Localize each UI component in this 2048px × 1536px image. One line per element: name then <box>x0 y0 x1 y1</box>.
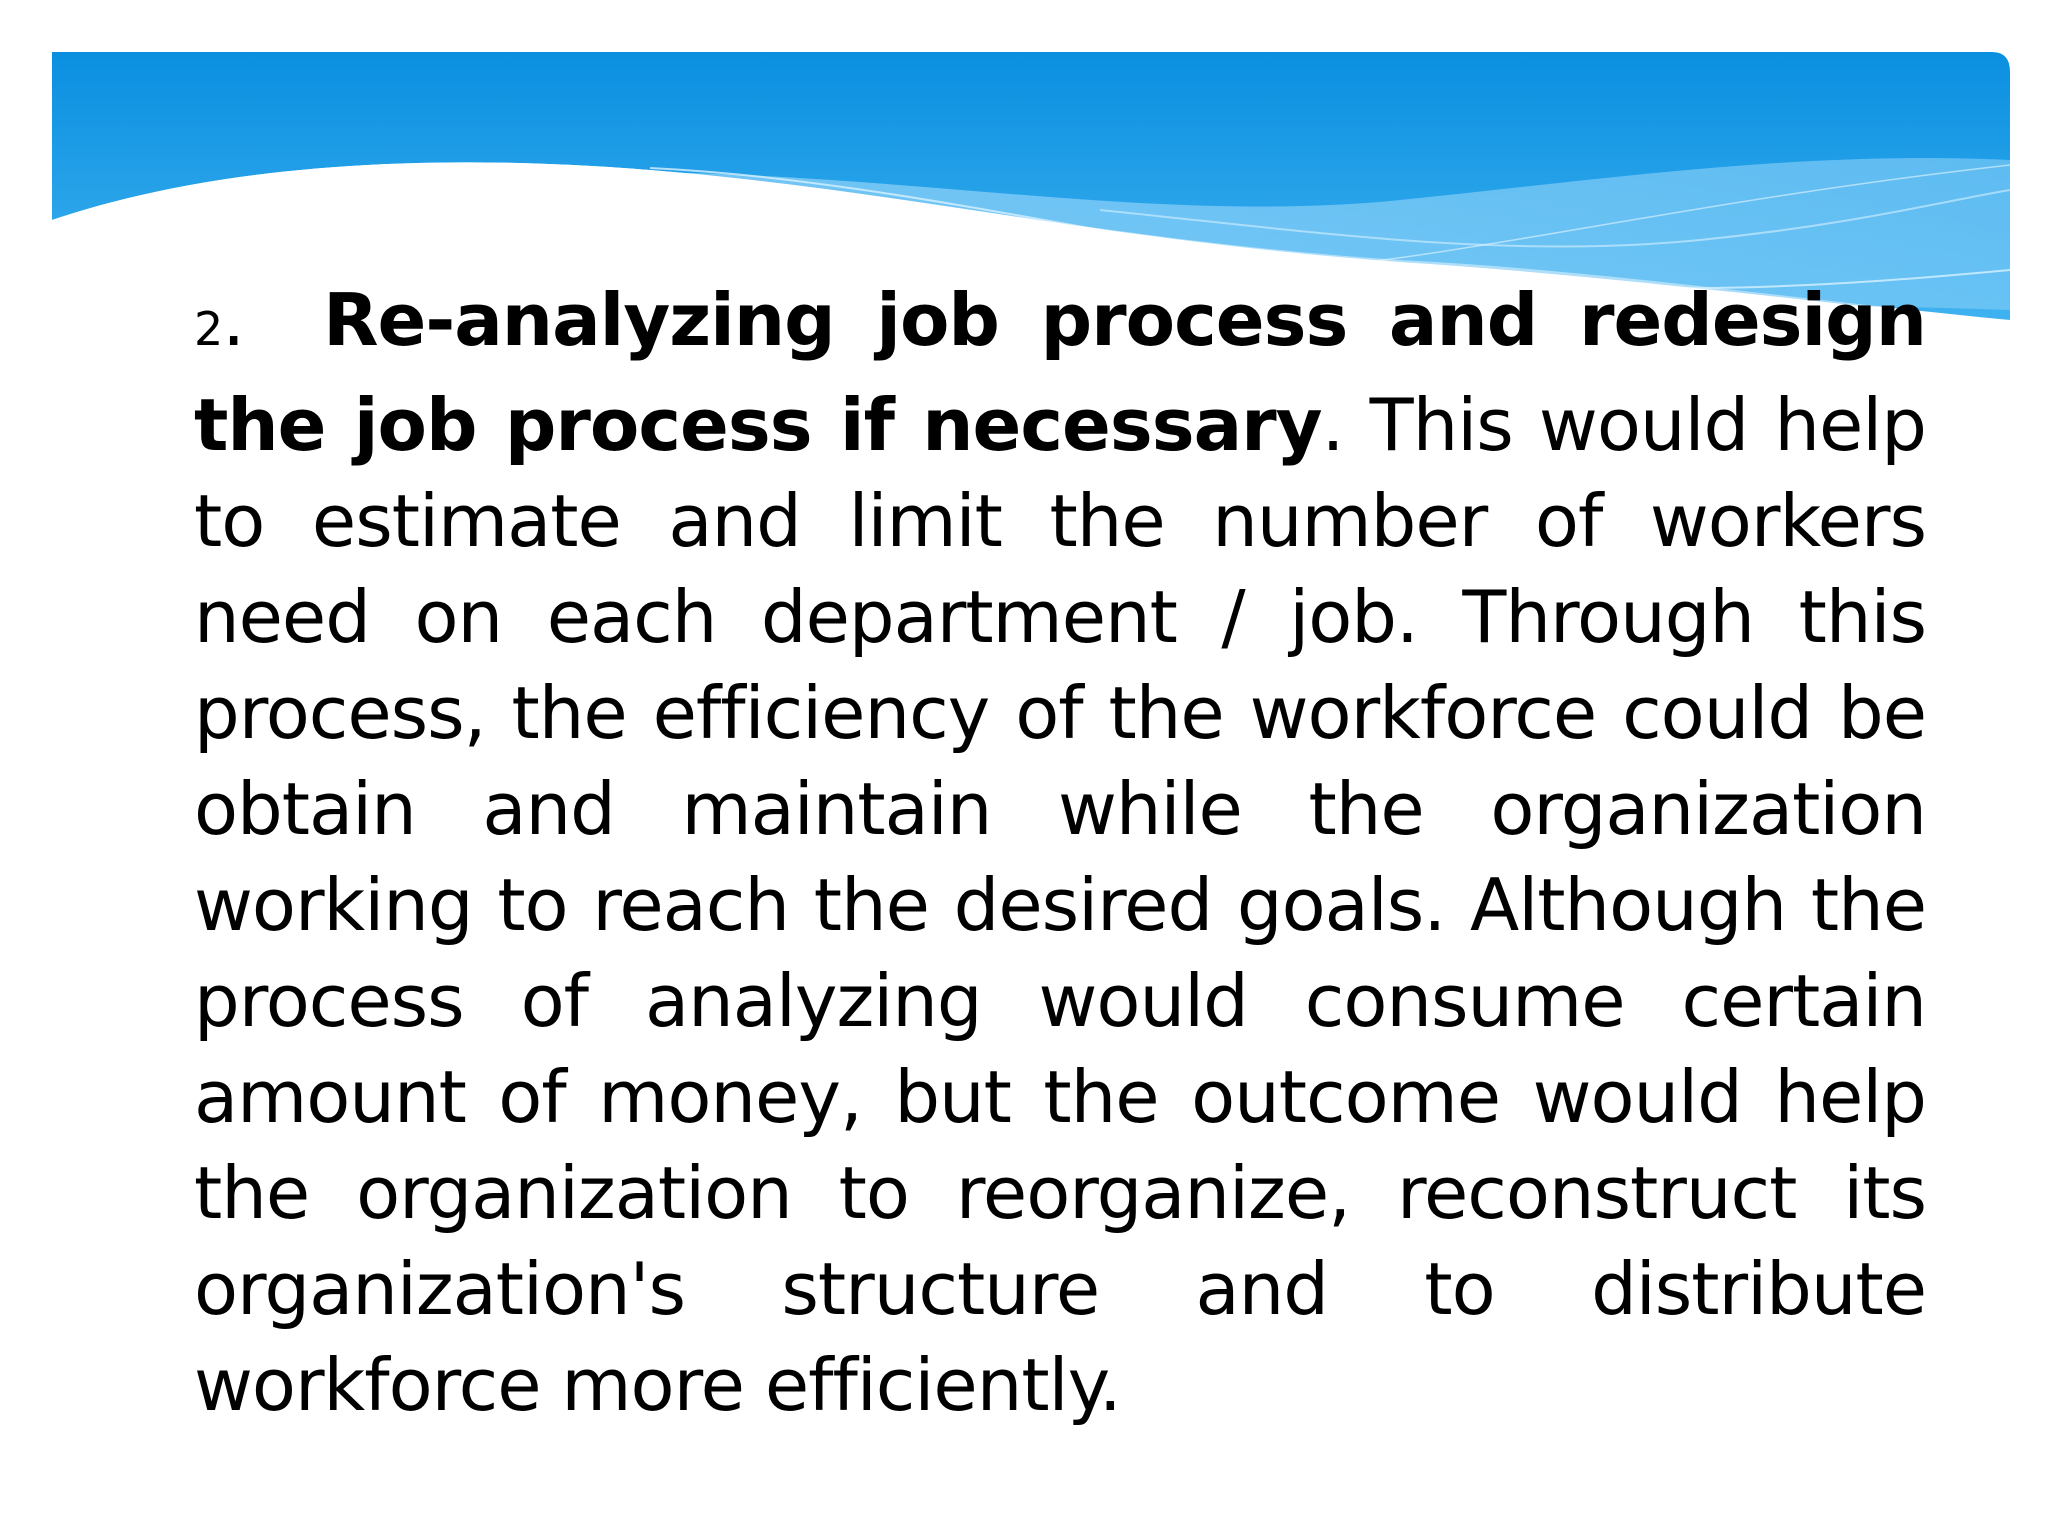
bold-heading: Re-analyzing job process and redesign the job process if necessary <box>194 278 1926 467</box>
list-number: 2 <box>194 302 223 356</box>
list-number-separator: . <box>222 278 245 362</box>
body-paragraph <box>194 272 1926 1433</box>
paragraph-body: . This would help to estimate and limit the number of workers need on each department / job. Through this process, the efficiency of the workforce could be obtain and maintain while the organization working to reach the desired goals. Although the process of analyzing would consume certain amount of money, but the outcome would help the organization to reorganize, reconstruct its organization's structure and to distribute workforce more efficiently. <box>194 383 1926 1427</box>
